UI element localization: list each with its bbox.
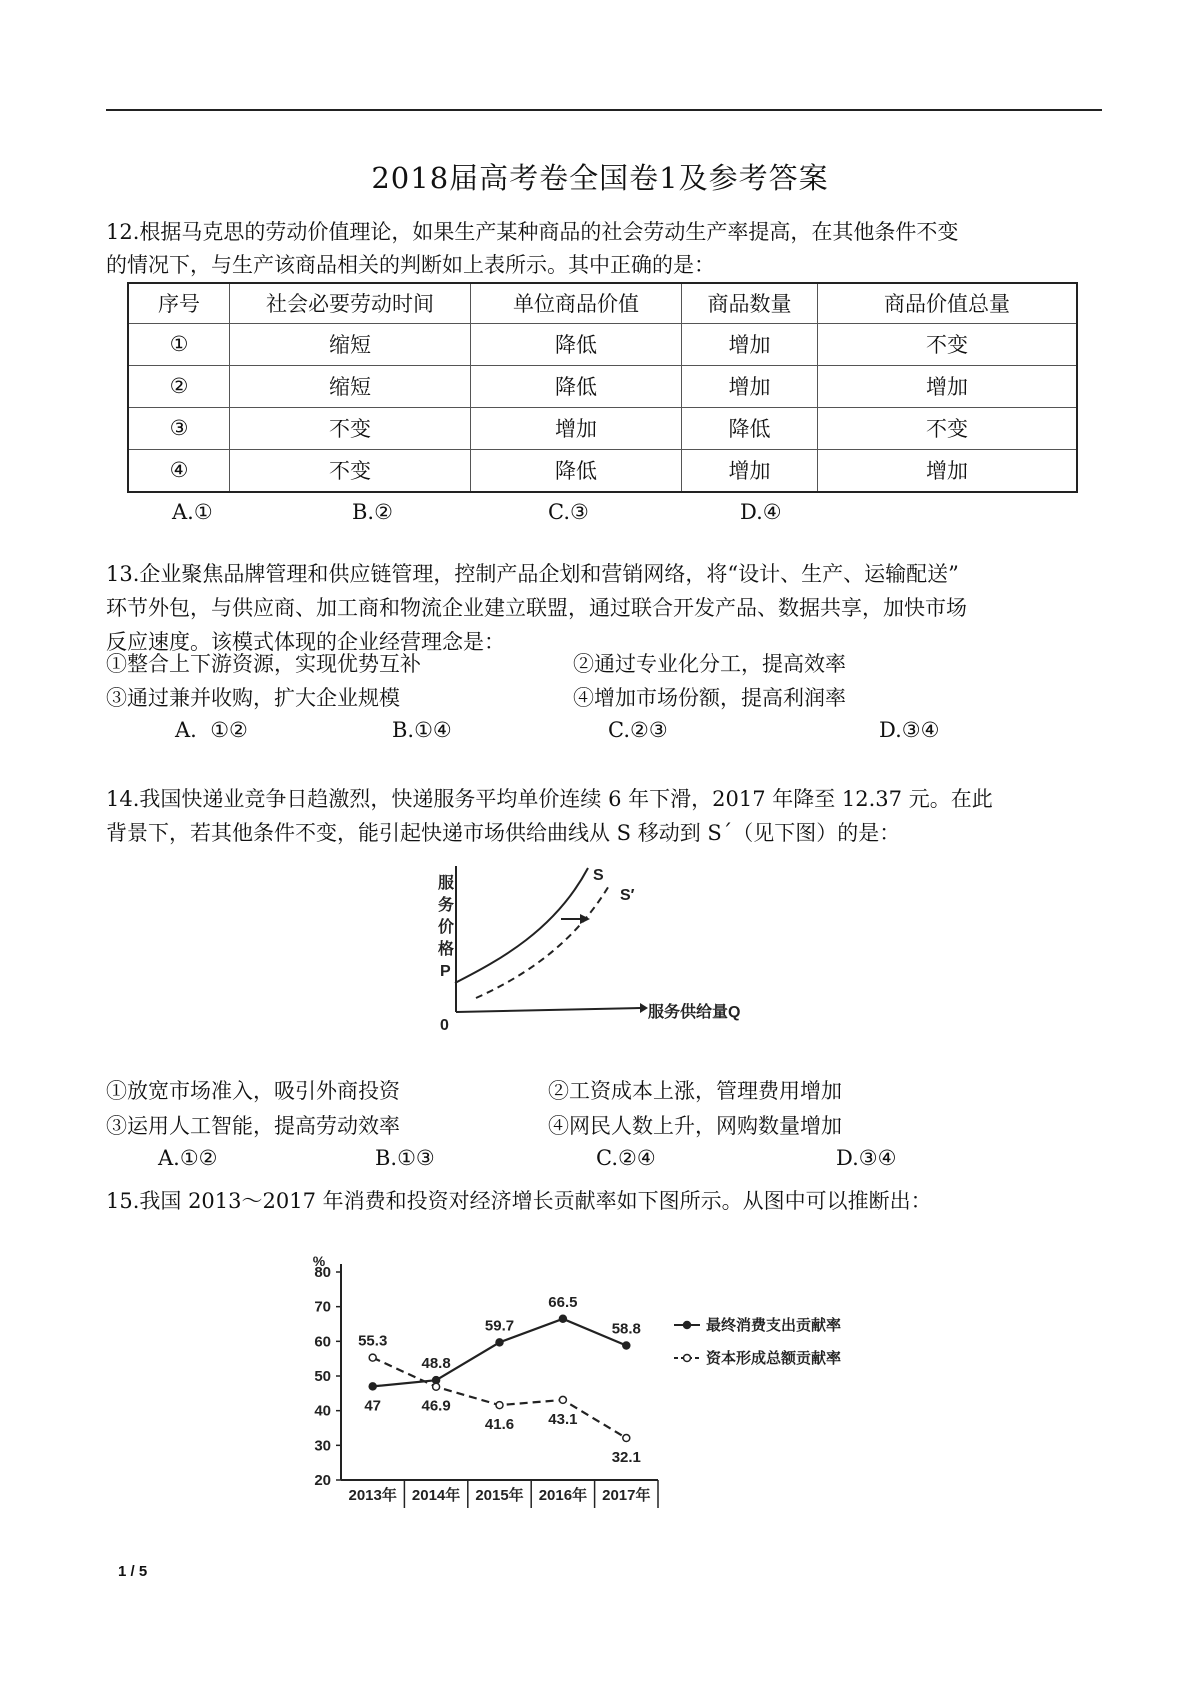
q14-stem-line1: 14.我国快递业竞争日趋激烈，快递服务平均单价连续 6 年下滑，2017 年降至 12.37 元。在此 xyxy=(106,787,993,811)
shift-arrow-icon xyxy=(580,914,590,924)
capital-point xyxy=(559,1396,566,1403)
x-axis-line xyxy=(456,1008,640,1012)
table-header-cell: 商品数量 xyxy=(682,283,818,323)
x-tick-label: 2014年 xyxy=(411,1487,461,1504)
y-tick-label: 50 xyxy=(314,1368,331,1385)
table-cell: ① xyxy=(128,323,230,365)
q13-item-2: ②通过专业化分工，提高效率 xyxy=(573,652,846,676)
q13-item-3: ③通过兼并收购，扩大企业规模 xyxy=(106,686,400,710)
table-cell: 增加 xyxy=(682,449,818,492)
origin-label: 0 xyxy=(440,1017,449,1034)
supply-curve-s-prime xyxy=(476,884,610,998)
page-number: 1 / 5 xyxy=(118,1563,148,1580)
q14-item-1: ①放宽市场准入，吸引外商投资 xyxy=(106,1079,400,1103)
consumption-point xyxy=(623,1342,630,1349)
y-tick-label: 40 xyxy=(314,1402,331,1420)
y-tick-label: 70 xyxy=(314,1298,331,1316)
header-rule xyxy=(106,109,1102,111)
x-tick-label: 2013年 xyxy=(348,1487,397,1504)
table-cell: 降低 xyxy=(471,365,682,407)
data-label: 66.5 xyxy=(548,1293,578,1311)
table-cell: 增加 xyxy=(682,323,818,365)
q14-item-2: ②工资成本上涨，管理费用增加 xyxy=(548,1079,842,1103)
data-label: 41.6 xyxy=(484,1416,515,1434)
capital-point xyxy=(496,1402,503,1409)
y-axis-char: 务 xyxy=(438,897,455,914)
legend-marker xyxy=(684,1322,691,1329)
table-header-cell: 社会必要劳动时间 xyxy=(230,283,471,323)
x-tick-label: 2016年 xyxy=(538,1487,588,1504)
y-axis-char: 价 xyxy=(438,919,455,936)
y-tick-label: 30 xyxy=(314,1437,331,1455)
supply-curve-figure xyxy=(430,858,770,1043)
table-cell: ④ xyxy=(128,449,230,492)
q15-stem: 15.我国 2013～2017 年消费和投资对经济增长贡献率如下图所示。从图中可以推断出： xyxy=(106,1189,932,1213)
capital-point xyxy=(623,1435,630,1442)
table-cell: 不变 xyxy=(818,407,1078,449)
q14-item-3: ③运用人工智能，提高劳动效率 xyxy=(106,1114,400,1138)
page-title: 2018届高考卷全国卷1及参考答案 xyxy=(371,161,829,195)
table-row xyxy=(128,365,1077,407)
table-header-cell: 商品价值总量 xyxy=(818,283,1078,323)
q13-option-c[interactable]: C.②③ xyxy=(608,718,668,742)
table-cell: ③ xyxy=(128,407,230,449)
y-axis-char: 服 xyxy=(438,875,455,892)
data-label: 46.9 xyxy=(421,1397,451,1415)
data-label: 55.3 xyxy=(358,1332,388,1350)
legend-label: 资本形成总额贡献率 xyxy=(706,1350,842,1367)
y-axis-char: P xyxy=(440,963,451,980)
table-row xyxy=(128,449,1077,492)
table-cell: 增加 xyxy=(471,407,682,449)
table-cell: 缩短 xyxy=(230,323,471,365)
table-header-cell: 序号 xyxy=(128,283,230,323)
y-axis-char: 格 xyxy=(438,941,455,958)
data-label: 59.7 xyxy=(484,1317,515,1335)
table-cell: 降低 xyxy=(682,407,818,449)
data-label: 43.1 xyxy=(548,1410,578,1428)
capital-point xyxy=(369,1354,376,1361)
q12-option-c[interactable]: C.③ xyxy=(548,500,589,524)
consumption-point xyxy=(559,1315,566,1322)
y-tick-label: 80 xyxy=(314,1264,331,1281)
table-cell: 降低 xyxy=(471,323,682,365)
consumption-point xyxy=(496,1339,503,1346)
q13-stem-line1: 13.企业聚焦品牌管理和供应链管理，控制产品企划和营销网络，将“设计、生产、运输配送” xyxy=(106,562,959,586)
curve-s-prime-label: S′ xyxy=(620,887,635,904)
table-header-row xyxy=(128,283,1077,323)
consumption-point xyxy=(369,1383,376,1390)
q12-table xyxy=(127,282,1078,493)
q14-option-b[interactable]: B.①③ xyxy=(375,1146,435,1170)
contribution-rate-chart xyxy=(296,1250,916,1520)
q12-option-a[interactable]: A.① xyxy=(172,500,213,524)
data-label: 47 xyxy=(364,1397,382,1415)
y-tick-label: 20 xyxy=(314,1472,331,1489)
q13-option-a[interactable]: A. ①② xyxy=(175,718,248,742)
q13-option-d[interactable]: D.③④ xyxy=(879,718,940,742)
supply-curve-s xyxy=(455,868,588,983)
q14-item-4: ④网民人数上升，网购数量增加 xyxy=(548,1114,842,1138)
table-header-cell: 单位商品价值 xyxy=(471,283,682,323)
table-cell: ② xyxy=(128,365,230,407)
data-label: 32.1 xyxy=(611,1449,641,1467)
table-cell: 增加 xyxy=(682,365,818,407)
data-label: 58.8 xyxy=(611,1320,641,1338)
x-tick-label: 2017年 xyxy=(602,1487,651,1504)
y-tick-label: 60 xyxy=(314,1333,331,1351)
x-axis-label: 服务供给量Q xyxy=(648,1004,741,1021)
data-label: 48.8 xyxy=(421,1355,451,1373)
q13-stem-line2: 环节外包，与供应商、加工商和物流企业建立联盟，通过联合开发产品、数据共享，加快市场 xyxy=(106,596,967,620)
x-axis-arrow-icon xyxy=(640,1003,648,1013)
legend-label: 最终消费支出贡献率 xyxy=(706,1317,842,1334)
legend-marker xyxy=(684,1355,691,1362)
q12-option-d[interactable]: D.④ xyxy=(740,500,782,524)
q13-item-1: ①整合上下游资源，实现优势互补 xyxy=(106,652,421,676)
table-cell: 增加 xyxy=(818,365,1078,407)
table-cell: 增加 xyxy=(818,449,1078,492)
q13-stem-line3: 反应速度。该模式体现的企业经营理念是： xyxy=(106,630,505,654)
q12-stem-line2: 的情况下，与生产该商品相关的判断如上表所示。其中正确的是： xyxy=(106,253,715,277)
y-axis-unit: % xyxy=(312,1253,326,1269)
table-row xyxy=(128,407,1077,449)
q14-option-d[interactable]: D.③④ xyxy=(836,1146,897,1170)
table-cell: 不变 xyxy=(818,323,1078,365)
table-row xyxy=(128,323,1077,365)
curve-s-label: S xyxy=(593,867,604,884)
q13-option-b[interactable]: B.①④ xyxy=(392,718,452,742)
q14-option-a[interactable]: A.①② xyxy=(158,1146,218,1170)
q12-stem-line1: 12.根据马克思的劳动价值理论，如果生产某种商品的社会劳动生产率提高，在其他条件不变 xyxy=(106,220,959,244)
capital-point xyxy=(433,1383,440,1390)
q14-option-c[interactable]: C.②④ xyxy=(596,1146,656,1170)
table-cell: 不变 xyxy=(230,407,471,449)
table-cell: 不变 xyxy=(230,449,471,492)
q14-stem-line2: 背景下，若其他条件不变，能引起快递市场供给曲线从 S 移动到 S´（见下图）的是： xyxy=(106,821,901,845)
x-tick-label: 2015年 xyxy=(475,1487,524,1504)
table-cell: 降低 xyxy=(471,449,682,492)
table-cell: 缩短 xyxy=(230,365,471,407)
q13-item-4: ④增加市场份额，提高利润率 xyxy=(573,686,846,710)
q12-option-b[interactable]: B.② xyxy=(352,500,393,524)
